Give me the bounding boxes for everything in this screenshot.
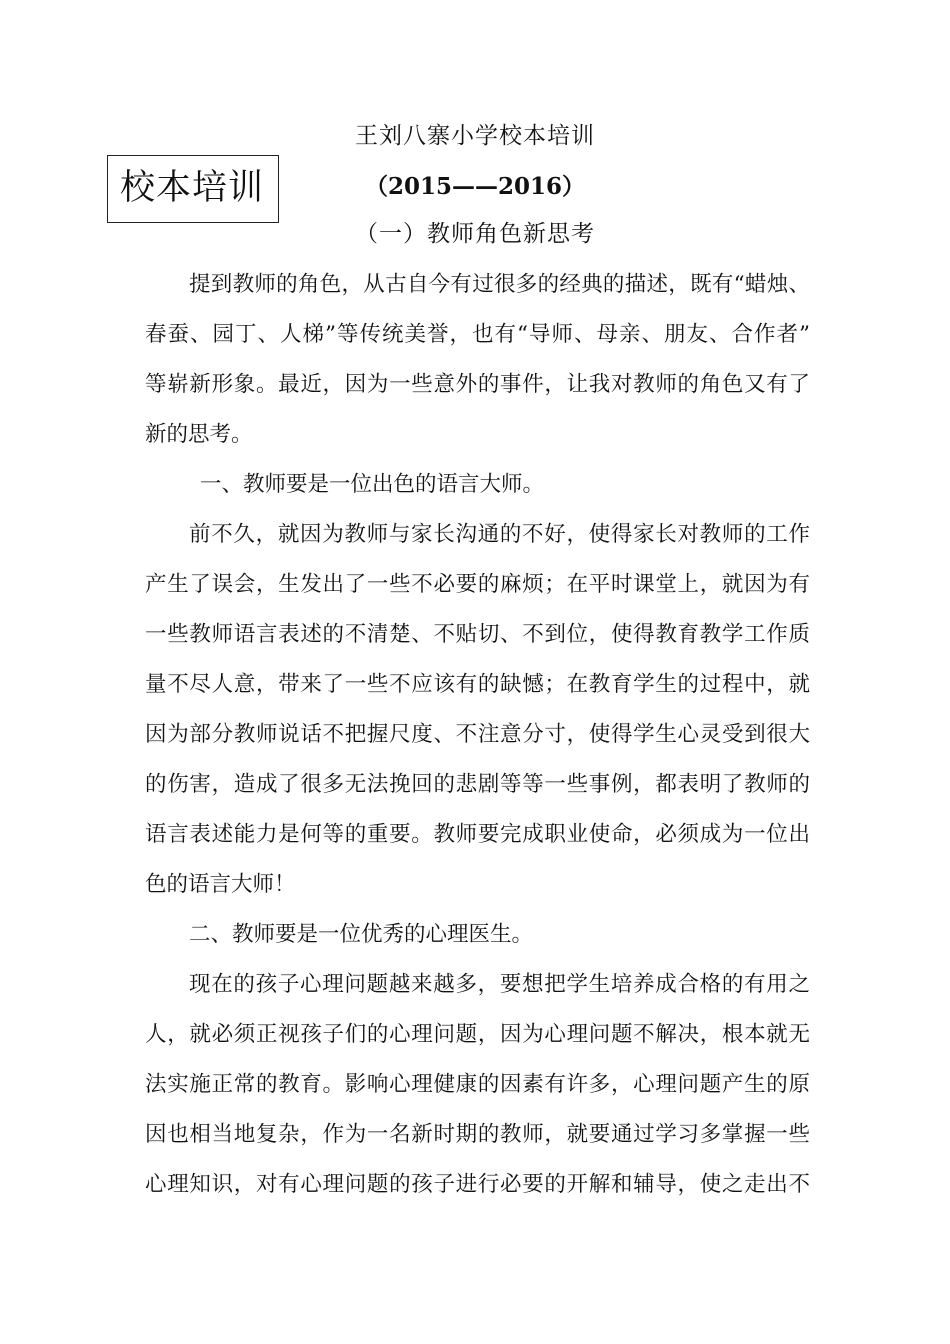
text-line: 现在的孩子心理问题越来越多，要想把学生培养成合格的有用之 <box>189 972 810 997</box>
document-subtitle: （一）教师角色新思考 <box>355 221 595 247</box>
text-line: 语言表述能力是何等的重要。教师要完成职业使命，必须成为一位出 <box>145 822 810 847</box>
text-line: 因为部分教师说话不把握尺度、不注意分寸，使得学生心灵受到很大 <box>145 722 810 747</box>
text-line: 量不尽人意，带来了一些不应该有的缺憾；在教育学生的过程中，就 <box>145 672 810 697</box>
text-line: 人，就必须正视孩子们的心理问题，因为心理问题不解决，根本就无 <box>145 1022 810 1047</box>
text-line: 心理知识，对有心理问题的孩子进行必要的开解和辅导，使之走出不 <box>145 1172 810 1197</box>
stamp-label: 校本培训 <box>120 168 265 208</box>
text-line: 法实施正常的教育。影响心理健康的因素有许多，心理问题产生的原 <box>145 1072 810 1097</box>
text-line: 新的思考。 <box>145 422 253 447</box>
text-line: 春蚕、园丁、人梯”等传统美誉，也有“导师、母亲、朋友、合作者” <box>145 322 810 347</box>
document-title: 王刘八寨小学校本培训 <box>355 123 595 149</box>
text-line: 提到教师的角色，从古自今有过很多的经典的描述，既有“蜡烛、 <box>189 272 810 297</box>
text-line: 因也相当地复杂，作为一名新时期的教师，就要通过学习多掌握一些 <box>145 1122 810 1147</box>
text-line: 产生了误会，生发出了一些不必要的麻烦；在平时课堂上，就因为有 <box>145 572 810 597</box>
text-line: 的伤害，造成了很多无法挽回的悲剧等等一些事例，都表明了教师的 <box>145 772 810 797</box>
document-years: （2015——2016） <box>364 173 586 200</box>
text-line: 前不久，就因为教师与家长沟通的不好，使得家长对教师的工作 <box>189 522 810 547</box>
section-heading: 二、教师要是一位优秀的心理医生。 <box>189 922 534 947</box>
text-line: 等崭新形象。最近，因为一些意外的事件，让我对教师的角色又有了 <box>145 372 810 397</box>
section-heading: 一、教师要是一位出色的语言大师。 <box>200 472 545 497</box>
text-line: 色的语言大师！ <box>145 872 296 897</box>
text-line: 一些教师语言表述的不清楚、不贴切、不到位，使得教育教学工作质 <box>145 622 810 647</box>
